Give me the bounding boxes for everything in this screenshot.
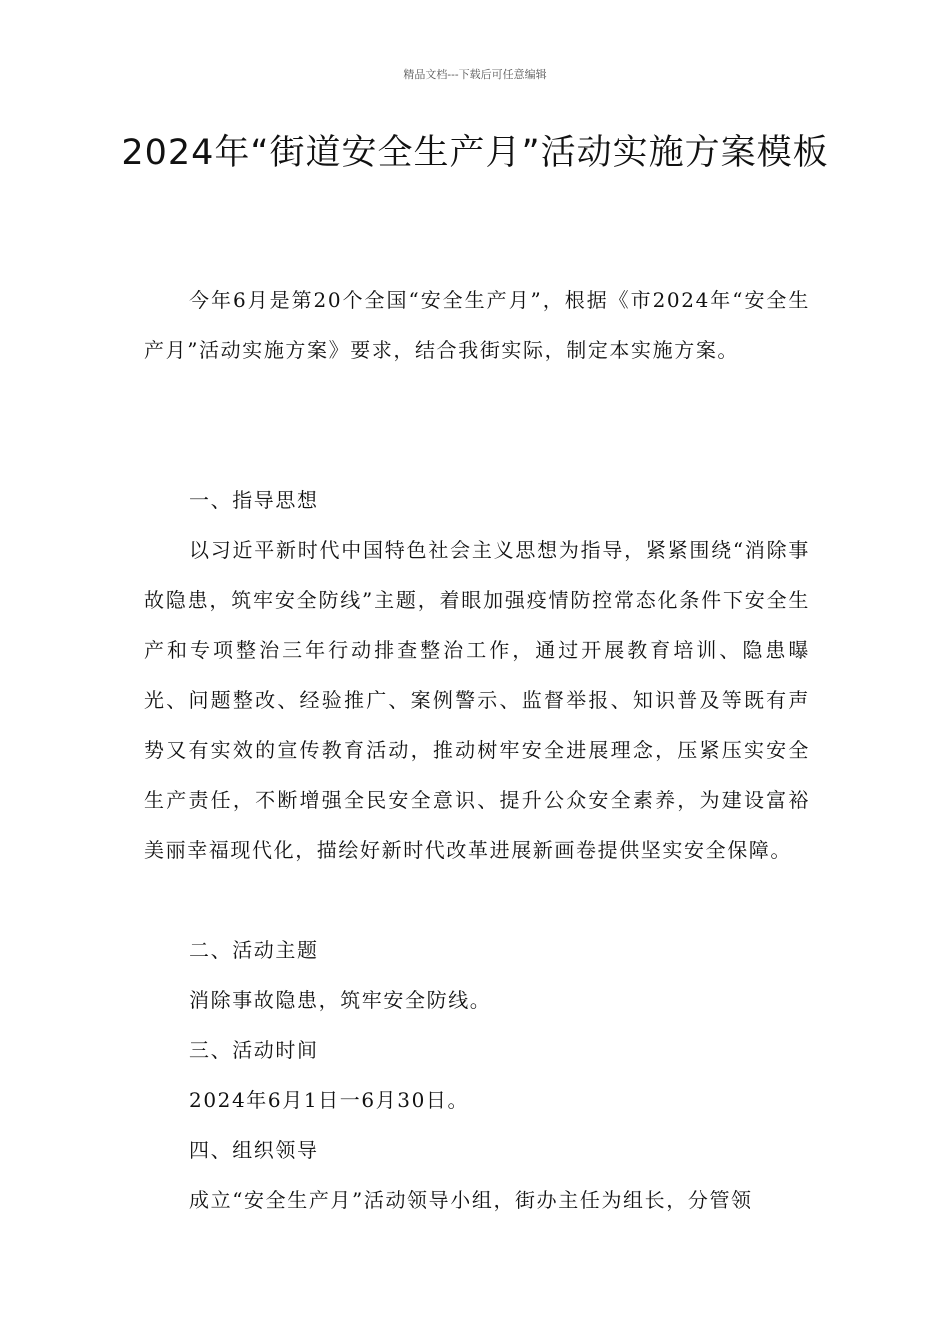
section-4-body: 成立“安全生产月”活动领导小组，街办主任为组长，分管领 [189, 1188, 753, 1212]
section-1-body: 以习近平新时代中国特色社会主义思想为指导，紧紧围绕“消除事故隐患，筑牢安全防线”主题，着眼加强疫情防控常态化条件下安全生产和专项整治三年行动排查整治工作，通过开展教育培训、隐患曝光、问题整改、经验推广、案例警示、监督举报、知识普及等既有声势又有实效的宣传教育活动，推动树牢安全进展理念，压紧压实安全生产责任，不断增强全民安全意识、提升公众安全素养，为建设富裕美丽幸福现代化，描绘好新时代改革进展新画卷提供坚实安全保障。 [144, 538, 810, 862]
document-title: 2024年“街道安全生产月”活动实施方案模板 [121, 133, 829, 173]
section-3-heading: 三、活动时间 [189, 1038, 319, 1062]
intro-paragraph: 今年6月是第20个全国“安全生产月”，根据《市2024年“安全生产月”活动实施方案》要求，结合我街实际，制定本实施方案。 [144, 288, 810, 362]
section-2-body: 消除事故隐患，筑牢安全防线。 [189, 988, 492, 1012]
section-1-heading: 一、指导思想 [189, 488, 319, 512]
section-2-heading: 二、活动主题 [189, 938, 319, 962]
section-3-body: 2024年6月1日一6月30日。 [189, 1088, 470, 1112]
section-4-heading: 四、组织领导 [189, 1138, 319, 1162]
header-watermark: 精品文档---下载后可任意编辑 [403, 68, 547, 81]
